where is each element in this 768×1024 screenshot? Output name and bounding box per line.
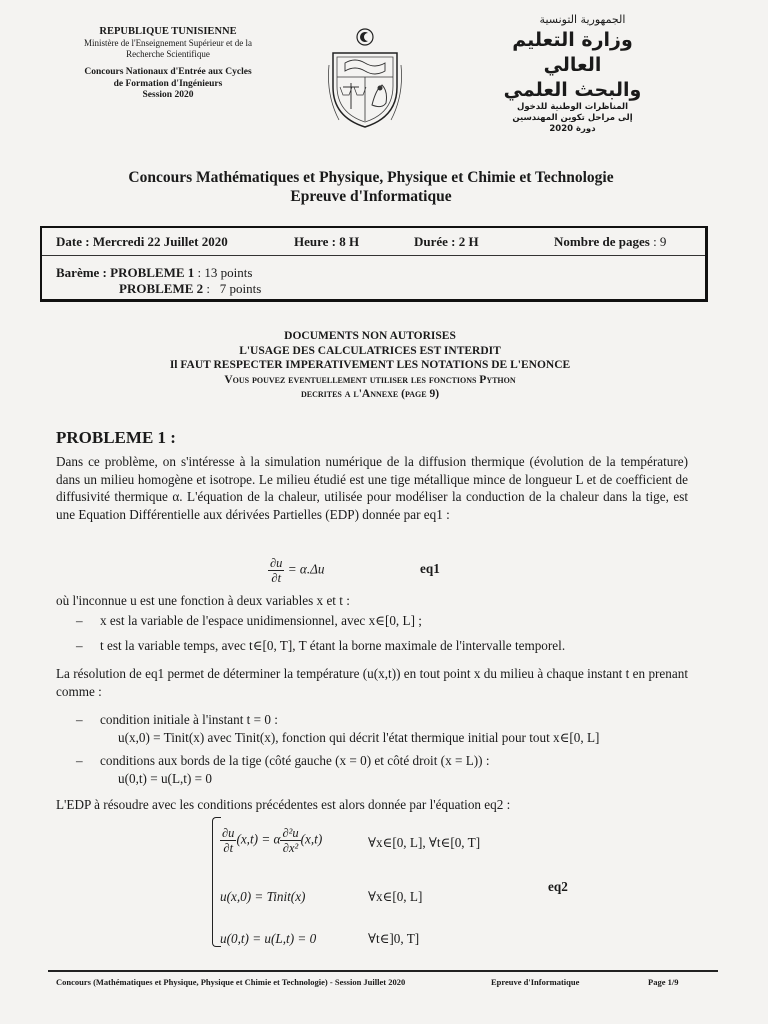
notice-line-2: L'USAGE DES CALCULATRICES EST INTERDIT: [239, 344, 501, 357]
info-divider: [42, 255, 705, 256]
arabic-contest-line-1: المناظرات الوطنية للدخول: [516, 102, 629, 112]
scoring-line-2: [119, 281, 261, 297]
eq2-row-1-mid: (x,t) = α: [236, 831, 281, 847]
condition-1: condition initiale à l'instant t = 0 :: [100, 712, 278, 727]
eq2-label: eq2: [548, 879, 568, 894]
eq2-row-1-domain: ∀x∈[0, L], ∀t∈[0, T]: [368, 835, 481, 850]
eq2-row-1-end: (x,t): [300, 831, 323, 847]
exam-title-line-1: Concours Mathématiques et Physique, Physique et Chimie et Technologie: [128, 169, 614, 186]
problem-1-points: : 13 points: [197, 265, 253, 280]
eq2-row-3-domain: ∀t∈]0, T]: [368, 931, 420, 946]
page-count-label: Nombre de pages: [554, 234, 650, 249]
page-count-value: : 9: [653, 234, 667, 249]
edp-text: L'EDP à résoudre avec les conditions précédentes est alors donnée par l'équation eq2 :: [56, 797, 511, 812]
exam-notice: [120, 329, 620, 402]
problem-intro: Dans ce problème, on s'intéresse à la simulation numérique de la diffusion thermique (évolution de la température) dans un milieu homogène et isotrope. Le milieu étudié est une tige métallique mince de longueur L et de coefficient de diffusivité thermique α. L'équation de la chaleur, utilisée pour modéliser la conduction de la chaleur dans la tige, est une Equation Différentielle aux dérivées Partielles (EDP) donnée par eq1 :: [56, 454, 688, 522]
exam-title-line-2: Epreuve d'Informatique: [290, 188, 452, 205]
exam-duration: Durée : 2 H: [414, 234, 479, 249]
eq2-row-2-domain: ∀x∈[0, L]: [368, 889, 423, 904]
country-name: REPUBLIQUE TUNISIENNE: [99, 26, 237, 37]
eq2-row-2: u(x,0) = Tinit(x): [220, 889, 306, 904]
ministry-line-2: Recherche Scientifique: [126, 49, 210, 59]
problem-title: PROBLEME 1 :: [56, 428, 176, 447]
condition-2-equation: u(0,t) = u(L,t) = 0: [118, 771, 212, 786]
page-count: [554, 234, 666, 250]
problem-2-points: : 7 points: [206, 281, 262, 296]
contest-line-2: de Formation d'Ingénieurs: [113, 78, 223, 89]
header-right-block: [485, 12, 660, 135]
arabic-ministry-line-1: وزارة التعليم العالي: [512, 29, 633, 76]
eq2-row-3: u(0,t) = u(L,t) = 0: [220, 931, 317, 946]
notice-line-3: Il FAUT RESPECTER IMPERATIVEMENT LES NOTATIONS DE L'ENONCE: [169, 359, 571, 371]
tunisia-coat-of-arms-icon: [325, 25, 405, 130]
cond-dash-2: –: [76, 753, 83, 768]
condition-1-equation: u(x,0) = Tinit(x) avec Tinit(x), fonction qui décrit l'état thermique initial pour tout x∈[0, L]: [118, 730, 600, 745]
arabic-country-name: الجمهورية التونسية: [539, 13, 626, 26]
footer-page-number: Page 1/9: [648, 977, 679, 987]
arabic-session: دورة 2020: [549, 124, 596, 134]
scoring-label: Barème :: [56, 265, 107, 280]
arabic-contest-line-2: إلى مراحل تكوين المهندسين: [512, 113, 633, 123]
eq1-rhs: = α.Δu: [287, 561, 325, 577]
eq1-label: eq1: [420, 561, 440, 576]
notice-line-1: DOCUMENTS NON AUTORISES: [284, 330, 456, 342]
footer-contest: Concours (Mathématiques et Physique, Physique et Chimie et Technologie) - Session Juillet 2020: [56, 977, 406, 987]
problem-2-label: PROBLEME 2: [119, 281, 204, 296]
bullet-dash-2: –: [76, 638, 83, 653]
session-label: Session 2020: [142, 90, 194, 100]
header-left-block: [52, 25, 284, 102]
where-text: où l'inconnue u est une fonction à deux variables x et t :: [56, 593, 350, 608]
notice-line-4: Vous pouvez eventuellement utiliser les fonctions Python: [224, 373, 516, 386]
footer-exam: Epreuve d'Informatique: [491, 977, 580, 987]
exam-time: Heure : 8 H: [294, 234, 360, 249]
eq2-row-1: $\frac{\partial u}{\partial t}$ (x,t) = α $\frac{\text{∂²u}}{\text{∂x²}}$ (x,t): [222, 826, 323, 855]
problem-1-label: PROBLEME 1: [110, 265, 195, 280]
bullet-dash-1: –: [76, 613, 83, 628]
exam-info-box: [40, 226, 708, 302]
eq1-fraction: $\frac{\partial u}{\partial t}$: [270, 556, 283, 585]
cond-dash-1: –: [76, 712, 83, 727]
resolution-text: La résolution de eq1 permet de déterminer la température (u(x,t)) en tout point x du milieu à chaque instant t en prenant comme :: [56, 666, 688, 699]
ministry-line-1: Ministère de l'Enseignement Supérieur et de la: [83, 38, 253, 48]
exam-title: [40, 168, 702, 206]
exam-date: Date : Mercredi 22 Juillet 2020: [56, 234, 228, 249]
bullet-2: t est la variable temps, avec t∈[0, T], T étant la borne maximale de l'intervalle temporel.: [100, 638, 566, 653]
condition-2: conditions aux bords de la tige (côté gauche (x = 0) et côté droit (x = L)) :: [100, 753, 490, 768]
equation-1: [268, 556, 324, 585]
arabic-ministry-line-2: والبحث العلمي: [503, 79, 642, 101]
page-footer: [48, 970, 718, 987]
notice-line-5: decrites a l'Annexe (page 9): [300, 388, 440, 400]
bullet-1: x est la variable de l'espace unidimensionnel, avec x∈[0, L] ;: [100, 613, 422, 628]
scoring-line-1: [56, 265, 252, 281]
contest-line-1: Concours Nationaux d'Entrée aux Cycles: [84, 67, 252, 77]
